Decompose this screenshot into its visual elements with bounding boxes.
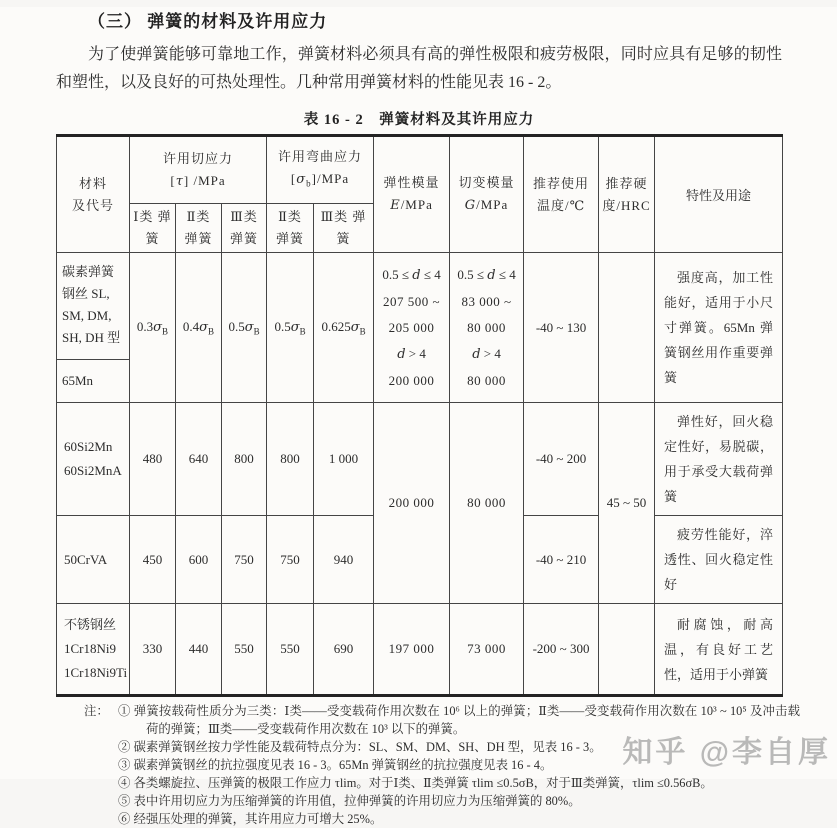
cell-stress-r1-c2: $0.4\sigma_B$ (176, 253, 222, 403)
cell-temperature-r1: -40 ~ 130 (524, 253, 599, 403)
cell-stress-r4-c5: 690 (314, 604, 374, 696)
cell-stress-r1-c5: $0.625\sigma_B$ (314, 253, 374, 403)
cell-hardness-r1 (599, 253, 655, 403)
cell-stress-r4-c2: 440 (176, 604, 222, 696)
cell-stress-r3-c4: 750 (267, 516, 314, 604)
cell-shear-modulus-r4: 73 000 (450, 604, 524, 696)
cell-features-r1: 强度高，加工性能好，适用于小尺寸弹簧。65Mn 弹簧钢丝用作重要弹簧 (655, 253, 783, 403)
cell-hardness-r2r3: 45 ~ 50 (599, 403, 655, 604)
cell-stress-r1-c3: $0.5\sigma_B$ (222, 253, 267, 403)
note-1: ① 弹簧按载荷性质分为三类：Ⅰ类——受变载荷作用次数在 10⁶ 以上的弹簧；Ⅱ类——受变载荷作用次数在 10³ ~ 10⁵ 及冲击载荷的弹簧；Ⅲ类——受变载荷作用次数在 10³ 以下的弹簧。 (118, 704, 800, 736)
note-6: ⑥ 经强压处理的弹簧，其许用应力可增大 25%。 (118, 812, 383, 826)
section-title: （三） 弹簧的材料及许用应力 (88, 12, 328, 31)
header-class-I-shear: Ⅰ类 弹簧 (130, 204, 176, 253)
cell-stress-r1-c4: $0.5\sigma_B$ (267, 253, 314, 403)
cell-temperature-r4: -200 ~ 300 (524, 604, 599, 696)
cell-elastic-modulus-r1: 0.5 ≤ d ≤ 4 207 500 ~ 205 000 d > 4 200 000 (374, 253, 450, 403)
cell-stress-r3-c3: 750 (222, 516, 267, 604)
cell-material-50crva: 50CrVA (57, 516, 130, 604)
header-shear-stress-group: 许用切应力 [τ] /MPa (130, 136, 267, 204)
header-bending-stress-group: 许用弯曲应力 $[\sigma_b]$/MPa (267, 136, 374, 204)
note-4: ④ 各类螺旋拉、压弹簧的极限工作应力 τlim。对于Ⅰ类、Ⅱ类弹簧 τlim ≤0.5σB，对于Ⅲ类弹簧，τlim ≤0.56σB。 (118, 776, 713, 790)
cell-stress-r3-c2: 600 (176, 516, 222, 604)
header-class-II-bending: Ⅱ类 弹簧 (267, 204, 314, 253)
cell-elastic-modulus-r2r3: 200 000 (374, 403, 450, 604)
cell-material-60si2mn: 60Si2Mn 60Si2MnA (57, 403, 130, 516)
watermark: 知乎 @李自厚 (622, 736, 831, 769)
cell-stress-r2-c3: 800 (222, 403, 267, 516)
page-root (0, 7, 837, 826)
header-shear-modulus: 切变模量 G/MPa (450, 136, 524, 253)
cell-material-carbon-steel: 碳素弹簧钢丝 SL, SM, DM, SH, DH 型 65Mn (57, 253, 130, 403)
cell-stress-r4-c4: 550 (267, 604, 314, 696)
cell-stress-r4-c3: 550 (222, 604, 267, 696)
cell-stress-r2-c4: 800 (267, 403, 314, 516)
note-2: ② 碳素弹簧钢丝按力学性能及载荷特点分为：SL、SM、DM、SH、DH 型，见表 16 - 3。 (118, 740, 602, 754)
cell-hardness-r4 (599, 604, 655, 696)
cell-material-stainless: 不锈钢丝 1Cr18Ni9 1Cr18Ni9Ti (57, 604, 130, 696)
spring-materials-table (56, 134, 783, 697)
body-paragraph: 为了使弹簧能够可靠地工作，弹簧材料必须具有高的弹性极限和疲劳极限，同时应具有足够的韧性和塑性，以及良好的可热处理性。几种常用弹簧材料的性能见表 16 - 2。 (56, 46, 782, 91)
header-features: 特性及用途 (655, 136, 783, 253)
cell-stress-r4-c1: 330 (130, 604, 176, 696)
header-temperature: 推荐使用 温度/℃ (524, 136, 599, 253)
cell-stress-r3-c1: 450 (130, 516, 176, 604)
cell-stress-r2-c5: 1 000 (314, 403, 374, 516)
note-5: ⑤ 表中许用切应力为压缩弹簧的许用值，拉伸弹簧的许用切应力为压缩弹簧的 80%。 (118, 794, 581, 808)
cell-temperature-r3: -40 ~ 210 (524, 516, 599, 604)
cell-stress-r2-c2: 640 (176, 403, 222, 516)
cell-features-r2: 弹性好，回火稳定性好，易脱碳，用于承受大载荷弹簧 (655, 403, 783, 516)
header-class-III-shear: Ⅲ类 弹簧 (222, 204, 267, 253)
header-hardness: 推荐硬 度/HRC (599, 136, 655, 253)
header-class-II-shear: Ⅱ类 弹簧 (176, 204, 222, 253)
cell-shear-modulus-r1: 0.5 ≤ d ≤ 4 83 000 ~ 80 000 d > 4 80 000 (450, 253, 524, 403)
cell-temperature-r2: -40 ~ 200 (524, 403, 599, 516)
notes-label: 注： (84, 704, 109, 718)
note-3: ③ 碳素弹簧钢丝的抗拉强度见表 16 - 3。65Mn 弹簧钢丝的抗拉强度见表 16 - 4。 (118, 758, 553, 772)
header-class-III-bending: Ⅲ类 弹簧 (314, 204, 374, 253)
cell-stress-r2-c1: 480 (130, 403, 176, 516)
cell-stress-r3-c5: 940 (314, 516, 374, 604)
table-caption: 表 16 - 2 弹簧材料及其许用应力 (303, 112, 535, 128)
cell-shear-modulus-r2r3: 80 000 (450, 403, 524, 604)
header-elastic-modulus: 弹性模量 E/MPa (374, 136, 450, 253)
cell-elastic-modulus-r4: 197 000 (374, 604, 450, 696)
cell-stress-r1-c1: $0.3\sigma_B$ (130, 253, 176, 403)
header-material: 材料 及代号 (57, 136, 130, 253)
cell-features-r4: 耐腐蚀，耐高温，有良好工艺性，适用于小弹簧 (655, 604, 783, 696)
cell-features-r3: 疲劳性能好，淬透性、回火稳定性好 (655, 516, 783, 604)
